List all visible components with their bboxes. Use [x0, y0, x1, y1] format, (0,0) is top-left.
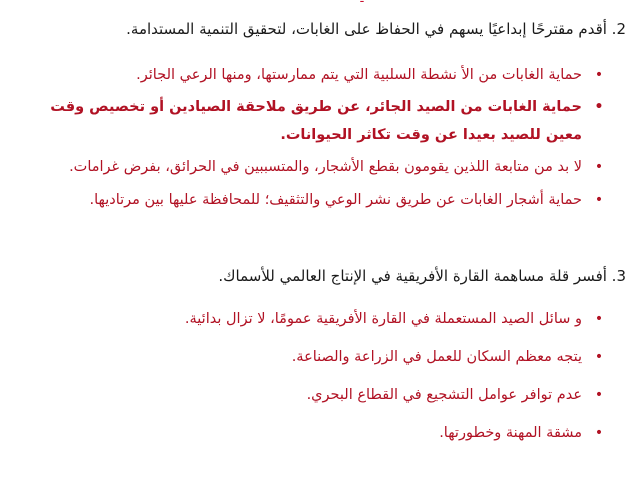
answer-text: مشقة المهنة وخطورتها.	[439, 425, 582, 441]
answers-question-3	[48, 304, 608, 456]
answer-text: حماية الغابات من الصيد الجائر، عن طريق ملاحقة الصيادين أو تخصيص وقت معين للصيد بعيدا عن وقت تكاثر الحيوانات.	[50, 99, 582, 143]
bullet-icon: •	[594, 159, 604, 175]
answer-text: لا بد من متابعة اللذين يقومون بقطع الأشجار، والمتسببين في الحرائق، بفرض غرامات.	[69, 159, 582, 175]
answer-text: و سائل الصيد المستعملة في القارة الأفريقية عمومًا، لا تزال بدائية.	[184, 311, 582, 327]
answer-item	[48, 304, 608, 334]
bullet-icon: •	[594, 67, 604, 83]
answer-text: عدم توافر عوامل التشجيع في القطاع البحري.	[306, 387, 582, 403]
cut-off-fragment: -	[359, 0, 365, 9]
answer-item	[48, 60, 608, 90]
answer-text: يتجه معظم السكان للعمل في الزراعة والصناعة.	[291, 349, 582, 365]
answers-question-2	[48, 60, 608, 218]
answer-text: حماية الغابات من الأ نشطة السلبية التي يتم ممارستها، ومنها الرعي الجائر.	[136, 67, 582, 83]
bullet-icon: •	[594, 349, 604, 365]
bullet-icon: •	[594, 387, 604, 403]
bullet-icon: •	[594, 99, 604, 115]
question-2: 2. أقدم مقترحًا إبداعيًا يسهم في الحفاظ على الغابات، لتحقيق التنمية المستدامة.	[126, 20, 626, 38]
answer-text: حماية أشجار الغابات عن طريق نشر الوعي والتثقيف؛ للمحافظة عليها بين مرتاديها.	[89, 192, 582, 208]
answer-item	[48, 418, 608, 448]
answer-item	[48, 380, 608, 410]
question-3: 3. أفسر قلة مساهمة القارة الأفريقية في الإنتاج العالمي للأسماك.	[218, 267, 626, 285]
bullet-icon: •	[594, 192, 604, 208]
bullet-icon: •	[594, 425, 604, 441]
answer-item	[48, 152, 608, 182]
answer-item	[48, 342, 608, 372]
answer-item	[48, 93, 608, 149]
answer-item	[48, 185, 608, 215]
bullet-icon: •	[594, 311, 604, 327]
